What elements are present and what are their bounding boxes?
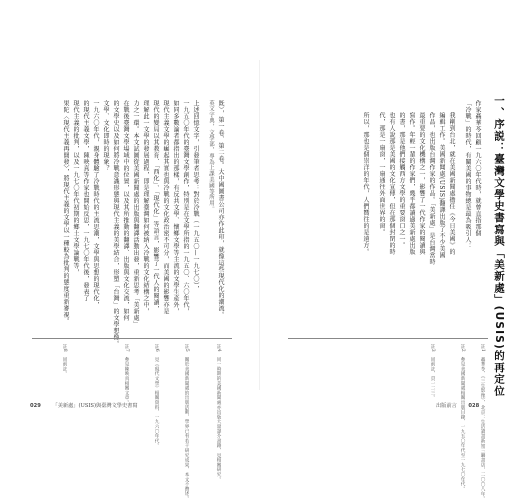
body-line: 上述回憶文字，引發筆者思考：對於冷戰（一九五〇—一九七〇）， bbox=[192, 100, 199, 292]
body-line: 文學、文化即時的現象？ bbox=[102, 100, 109, 172]
body-line: 現代主義文學的崛起其實也與冷戰的文化政治密不可分，而美國的影響亦是 bbox=[162, 100, 169, 315]
running-header: 出版前言 bbox=[436, 403, 457, 409]
running-header: 「美新處」(USIS)與臺灣文學史書寫 bbox=[52, 403, 138, 409]
body-line: 在戰後臺灣文學場域中的位置，以及其所推動的翻譯、出版與文化交流，如何 bbox=[122, 100, 129, 321]
body-line: 的現代主義文學，陳映真等作家也開始反思，一九七〇年代後，發表了 bbox=[82, 100, 89, 302]
body-line: 的書，那是他們接觸西方文學的重要窗口之一。 bbox=[398, 112, 405, 249]
body-line: 作家聶華苓回顧一九六〇年代時，就曾直指那個 bbox=[474, 100, 481, 237]
footnote-rule bbox=[32, 338, 232, 339]
footnote: 註4 同一時期的美國新聞處亦出版大量譯介書籍，見相關研究。 bbox=[216, 344, 221, 482]
footnote: 註6 見《現代文學》相關資料，一九六〇年代。 bbox=[154, 344, 159, 448]
body-line: 現代主義的批判，以及一九七〇年代初期的鄉土文學論戰等， bbox=[72, 100, 79, 276]
body-line: 所以，那也是個崇洋的年代，人們嚮往的是遠方。 bbox=[362, 112, 369, 255]
body-line: 既〉，第一卷、第二卷。大中國圖書公司亦作此印，就像這些現代化的潮流。 bbox=[217, 100, 224, 318]
body-line: 力之一環。本文試圖從美國新聞處的出版與翻譯活動出發，重新思考「美新處」 bbox=[132, 100, 139, 328]
footnote: 註2 參見美國新聞處相關出版目錄，一九五〇年代至一九七〇年代。 bbox=[460, 344, 465, 492]
body-line: 最重要的文化機構之一，影響了一代作家的閱讀與 bbox=[418, 112, 425, 255]
body-line: 的文學史以及如何將冷戰意識形態與現代主義的美學結合，形塑「台灣」的文學想像。 bbox=[112, 100, 119, 347]
footnote: 註7 參見陳映真相關文章。 bbox=[124, 344, 129, 405]
page-number: 028 bbox=[468, 403, 480, 409]
right-page bbox=[260, 0, 516, 500]
footnote: 註5 關於美國新聞處的出版活動，學界已有若干研究成果，本文不贅述。 bbox=[184, 344, 189, 501]
left-page bbox=[4, 0, 260, 500]
page-footer bbox=[30, 402, 138, 409]
body-line: 一九五〇年代的臺灣文學創作，特別是在文學所指的一九五〇、六〇年代， bbox=[182, 100, 189, 315]
body-line: 我剛到台北，就在美國新聞處擔任《今日美國》的 bbox=[448, 112, 455, 255]
section-title: 一、序説：臺灣文學史書寫與「美新處」(USIS)的再定位 bbox=[493, 95, 505, 397]
body-line: 也有人說那是美國的文化宣傳，但在那個封閉的時 bbox=[388, 112, 395, 255]
book-spread bbox=[4, 0, 516, 500]
body-line: 寫作。年輕一輩的作家們，幾乎都讀過美新處出版 bbox=[408, 112, 415, 255]
footnote: 註1 聶華苓，《三生影像》，北京：生活讀書新知三聯書店，二〇〇八年。 bbox=[480, 344, 485, 501]
footnote: 註8 同前註。 bbox=[62, 344, 67, 376]
body-line: 理解此一文學的發展過程，即是理解臺灣如何被納入冷戰的文化結構之中， bbox=[142, 100, 149, 315]
page-footer bbox=[436, 402, 479, 409]
body-line: 果陀〈現代主義再開發〉，將現代主義的文學以一種較為批判的態度重新審視。 bbox=[62, 100, 69, 325]
body-line: 現代的變局以其教育、「西化」、「現代化」等語言，影響了一代人的閱讀， bbox=[152, 100, 159, 312]
body-line: 代，那是一扇窗，一扇通往外面世界的窗。 bbox=[378, 112, 385, 236]
body-line: 「冷戰」的時代，有關美國的事物總是最為吸引人： bbox=[464, 100, 471, 250]
footnote-rule bbox=[288, 338, 488, 339]
page-number: 029 bbox=[30, 403, 41, 409]
body-line: 一九六〇年代，親身體驗了冷戰時代的主流思潮，文學與思想的現代化， bbox=[92, 100, 99, 308]
body-line: 英文字典，文學部，專為上課美國等所用。 bbox=[208, 100, 214, 213]
body-line: 編輯工作。美國新聞處(USIS)翻譯出版了不少美國 bbox=[438, 112, 445, 259]
body-line: 作品，也出版台灣作家的作品。「美新處」是台灣當時 bbox=[428, 112, 435, 265]
footnote: 註3 同前註，頁一二三。 bbox=[430, 344, 435, 400]
body-line: 如同多數論者都指出的那樣，有反共文學、懷鄉文學等主流的文學生產外， bbox=[172, 100, 179, 315]
